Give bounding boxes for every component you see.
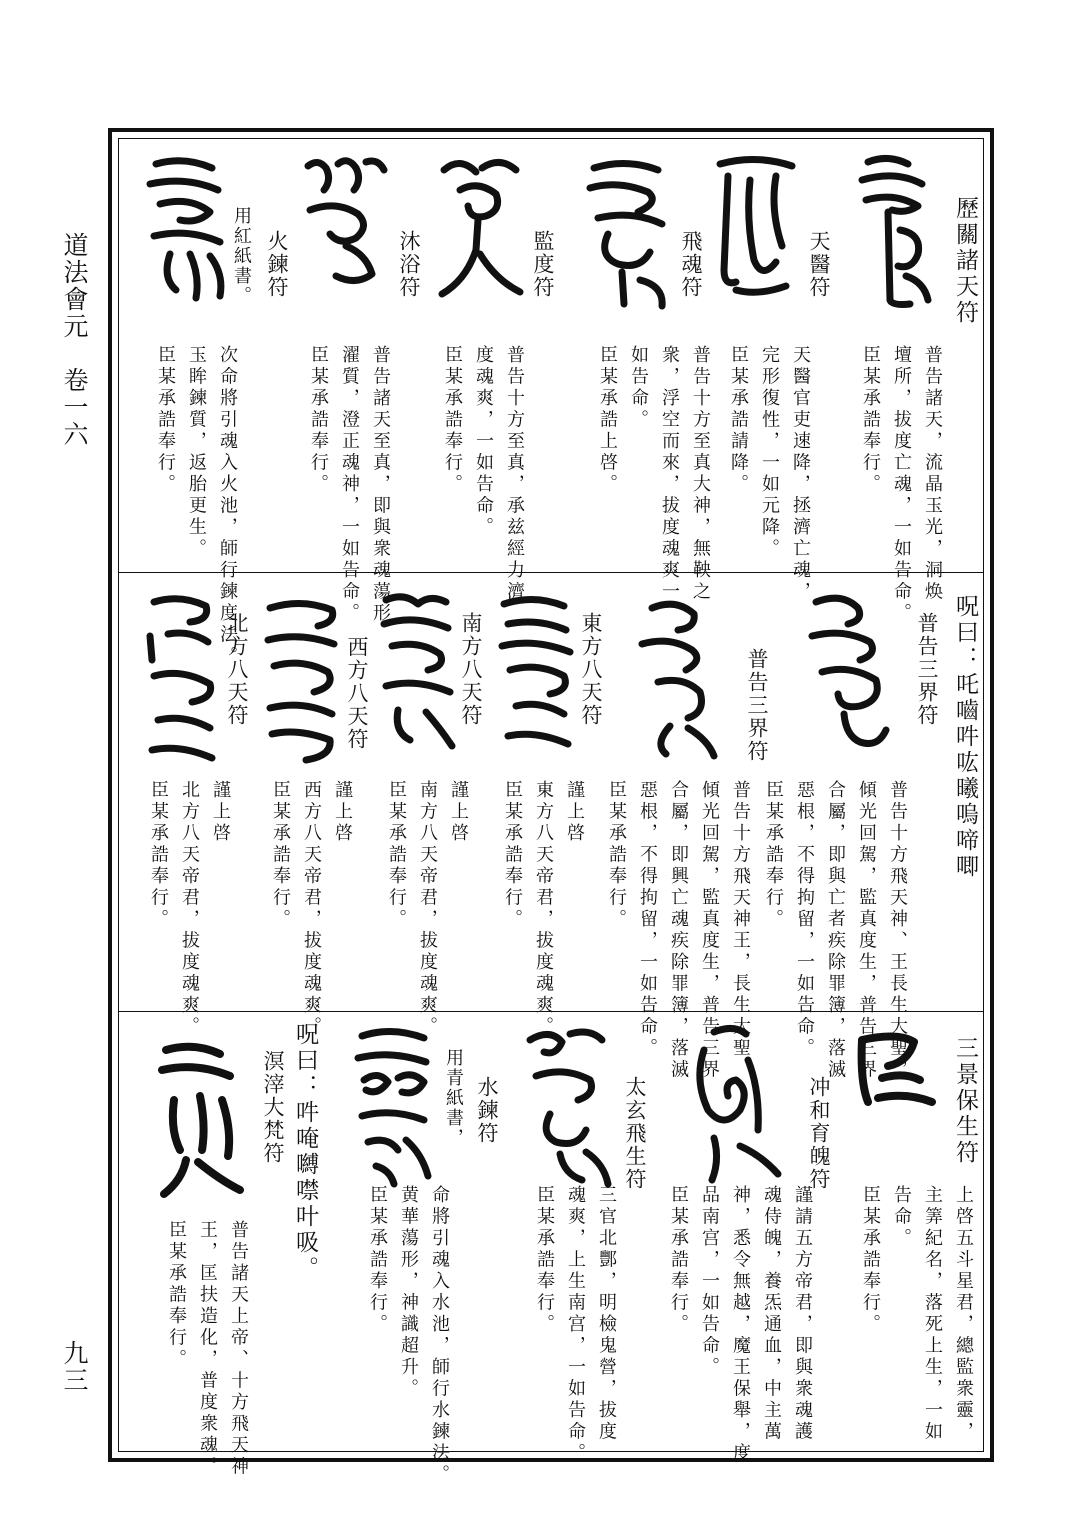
talisman-glyph [684,1020,784,1190]
talisman-description: 普告十方飛天神、王長生大聖， 傾光回駕，監真度生，普告三界 合屬，即與亡者疾除罪簿，落滅 惡根，不得拘留，一如告命。 臣某承誥奉行。 [763,780,908,1081]
talisman-description: 普告十方至真，承兹經力濟 度魂爽，一如告命。 臣某承誥奉行。 [442,345,525,603]
section-heading: 歷關諸天符 [952,196,978,326]
talisman-description: 謹上啓 西方八天帝君，拔度魂爽。 臣某承誥奉行。 [270,780,353,1038]
talisman-glyph [374,588,458,758]
talisman-glyph [848,1022,936,1118]
talisman-name: 普告三界符 [915,612,939,727]
talisman-description: 普告諸天上帝、十方飛天神 王，匡扶造化，普度衆魂。 臣某承誥奉行。 [166,1220,249,1478]
talisman-name: 太玄飛生符 [623,1076,647,1191]
talisman-name: 飛魂符 [679,230,703,299]
talisman-description: 謹上啓 北方八天帝君，拔度魂爽。 臣某承誥奉行。 [148,780,231,1038]
talisman-glyph [150,1030,246,1200]
talisman-name: 北方八天符 [225,612,249,727]
talisman-name: 監度符 [531,230,555,299]
talisman-glyph [578,152,674,312]
talisman-name: 南方八天符 [459,612,483,727]
talisman-glyph [140,590,220,770]
talisman-glyph [430,150,526,300]
talisman-name: 溟滓大梵符 [261,1050,285,1165]
talisman-note: 用青紙書， [443,1048,464,1148]
incantation: 呪曰：吽唵嚩噤叶吸。 [292,1022,318,1282]
talisman-glyph [494,590,578,760]
section-heading: 三景保生符 [952,1036,978,1166]
talisman-note: 用紅紙書。 [231,206,252,306]
book-title: 道法會元 卷一六 [60,232,89,448]
talisman-description: 謹請五方帝君，即與衆魂護 魂侍魄，養炁通血，中主萬 神，悉令無越，魔王保舉，度 品南宫，一如告命。 臣某承誥奉行。 [668,1185,813,1465]
talisman-glyph [258,592,342,768]
talisman-glyph [140,150,228,310]
talisman-name: 普告三界符 [745,648,769,763]
talisman-glyph [516,1020,616,1192]
talisman-description: 次命將引魂入火池，師行鍊度法。 玉眸鍊質，返胎更生。 臣某承誥奉行。 [155,345,238,668]
talisman-name: 天醫符 [807,230,831,299]
talisman-glyph [630,594,726,764]
talisman-glyph [706,150,802,300]
talisman-name: 東方八天符 [579,612,603,727]
talisman-description: 普告諸天，流晶玉光，洞焕 壇所，拔度亡魂，一如告命。 臣某承誥奉行。 [860,345,943,625]
page-number: 九三 [60,1340,89,1394]
talisman-description: 普告十方至真大神，無鞅之 衆，浮空而來，拔度魂爽一 如告命。 臣某承誥上啓。 [597,345,711,603]
talisman-name: 西方八天符 [345,636,369,751]
talisman-glyph [798,590,894,760]
talisman-description: 三官北酆，明檢鬼營，拔度 魂爽，上生南宫，一如告命。 臣某承誥奉行。 [534,1185,617,1465]
talisman-name: 沐浴符 [397,230,421,299]
talisman-glyph [296,150,392,290]
talisman-description: 命將引魂入水池，師行水鍊法。 黄華蕩形，神識超升。 臣某承誥奉行。 [367,1185,450,1486]
talisman-name: 火鍊符 [265,230,289,299]
talisman-name: 冲和育魄符 [807,1076,831,1191]
talisman-glyph [348,1020,436,1190]
incantation: 呪曰：吒嚙吽吰曦嗚啼唧 [952,594,978,880]
talisman-name: 水鍊符 [475,1076,499,1145]
talisman-description: 天醫官吏速降，拯濟亡魂， 完形復性，一如元降。 臣某承誥請降。 [728,345,811,603]
talisman-description: 上啓五斗星君，總監衆靈， 主筭紀名，落死上生，一如 告命。 臣某承誥奉行。 [860,1185,974,1443]
talisman-description: 普告十方飛天神王，長生大聖， 傾光回駕，監真度生，普告三界 合屬，即興亡魂疾除罪簿，落滅 惡根，不得拘留，一如告命。 臣某承誥奉行。 [606,780,751,1081]
talisman-description: 謹上啓 南方八天帝君，拔度魂爽。 臣某承誥奉行。 [386,780,469,1038]
talisman-description: 普告諸天至真，即與衆魂蕩形 濯質，澄正魂神，一如告命。 臣某承誥奉行。 [308,345,391,625]
talisman-glyph [848,150,936,310]
talisman-description: 謹上啓 東方八天帝君，拔度魂爽。 臣某承誥奉行。 [502,780,585,1038]
